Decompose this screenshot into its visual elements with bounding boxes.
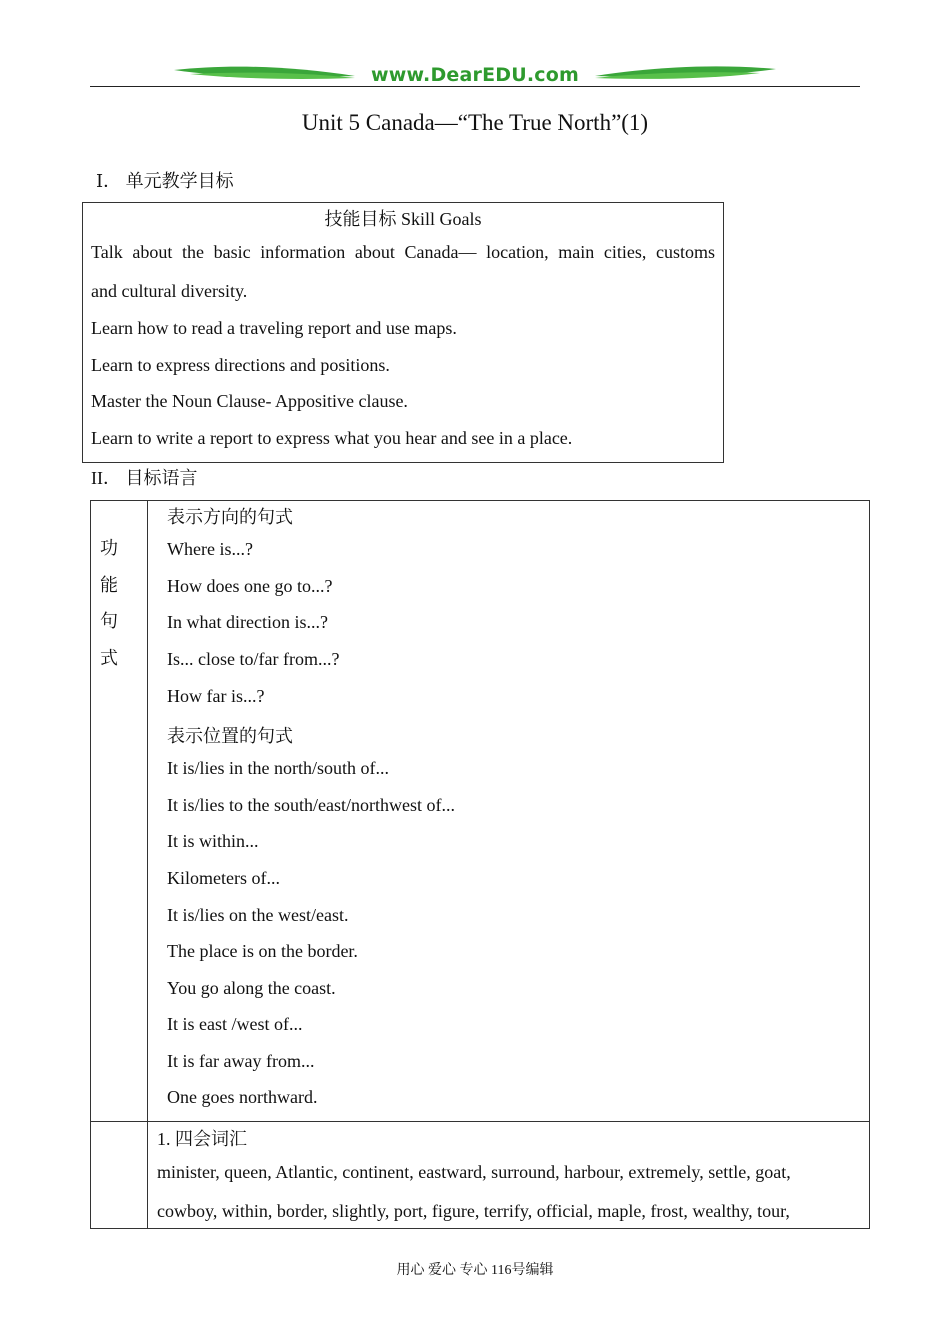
sentence-line: How does one go to...?	[167, 576, 333, 596]
sentence-line: You go along the coast.	[167, 978, 336, 998]
row1-label-char: 式	[100, 648, 118, 668]
table-row-divider	[91, 1121, 869, 1122]
sentence-line: It is east /west of...	[167, 1014, 303, 1034]
sentence-line: It is/lies in the north/south of...	[167, 758, 389, 778]
sentence-line: Is... close to/far from...?	[167, 649, 340, 669]
header-logo	[170, 62, 780, 88]
skill-goals-box	[82, 202, 724, 463]
sentence-line: Where is...?	[167, 539, 253, 559]
vocab-line: cowboy, within, border, slightly, port, figure, terrify, official, maple, frost, wealthy, tour,	[157, 1201, 790, 1221]
row1-label-char: 句	[100, 611, 118, 631]
sentence-line: Kilometers of...	[167, 868, 280, 888]
sentence-line: One goes northward.	[167, 1087, 318, 1107]
sentence-line: It is within...	[167, 831, 259, 851]
goal-line: and cultural diversity.	[91, 281, 248, 301]
sentence-line: It is far away from...	[167, 1051, 315, 1071]
logo-text[interactable]: www.DearEDU.com	[370, 64, 580, 86]
section1-heading: Ⅰ． 单元教学目标	[96, 171, 234, 191]
goal-line: Master the Noun Clause- Appositive clause.	[91, 391, 408, 411]
row1-label-char: 能	[100, 575, 118, 595]
target-language-table	[90, 500, 870, 1229]
sentence-line: The place is on the border.	[167, 941, 358, 961]
goal-line: Talk about the basic information about Canada— location, main cities, customs	[91, 242, 715, 262]
skill-goals-title: 技能目标 Skill Goals	[324, 209, 482, 229]
goal-line: Learn to write a report to express what you hear and see in a place.	[91, 428, 573, 448]
sentence-line: In what direction is...?	[167, 612, 328, 632]
goal-line: Learn to express directions and positions.	[91, 355, 390, 375]
header-rule	[90, 86, 860, 87]
row1-label-char: 功	[100, 538, 118, 558]
sentence-line: 表示位置的句式	[167, 726, 293, 746]
sentence-line: How far is...?	[167, 686, 265, 706]
sentence-line: It is/lies to the south/east/northwest of...	[167, 795, 455, 815]
page-title: Unit 5 Canada—“The True North”(1)	[301, 110, 649, 135]
vocab-line: minister, queen, Atlantic, continent, eastward, surround, harbour, extremely, settle, goat,	[157, 1162, 791, 1182]
sentence-line: It is/lies on the west/east.	[167, 905, 349, 925]
section2-heading: II． 目标语言	[91, 468, 198, 488]
sentence-line: 表示方向的句式	[167, 507, 293, 527]
page-footer: 用心 爱心 专心 116号编辑	[396, 1263, 554, 1278]
table-column-divider	[147, 501, 148, 1228]
vocab-heading: 1. 四会词汇	[157, 1129, 247, 1149]
goal-line: Learn how to read a traveling report and use maps.	[91, 318, 457, 338]
